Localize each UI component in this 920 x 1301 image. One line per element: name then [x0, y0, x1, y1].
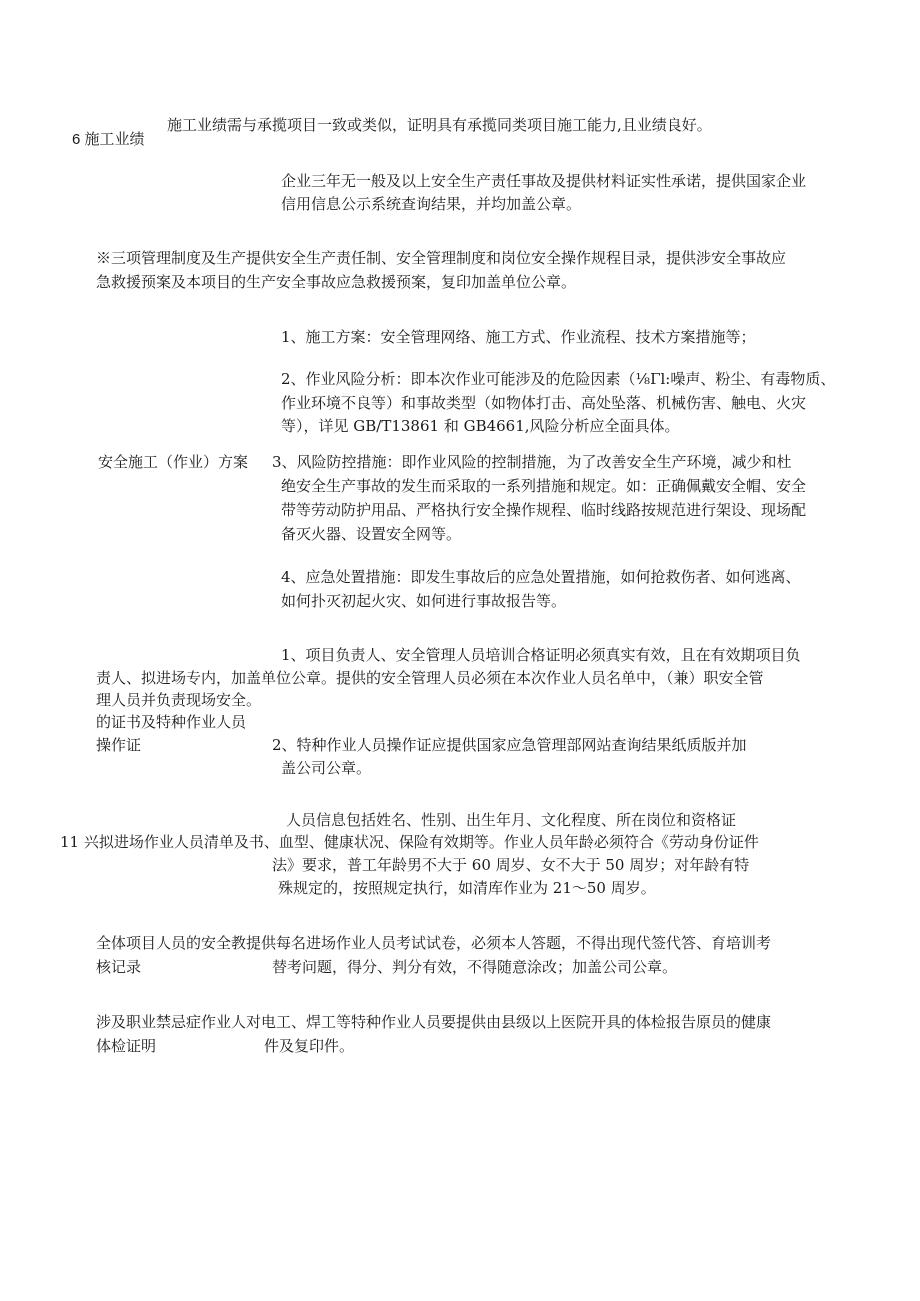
plan-item-3-line-4: 备灭火器、设置安全网等。	[281, 525, 462, 543]
training-label: 核记录	[96, 958, 142, 976]
cert-item-1-line-3: 理人员并负责现场安全。	[96, 691, 262, 709]
cert-item-2-line-1: 2、特种作业人员操作证应提供国家应急管理部网站查询结果纸质版并加	[272, 736, 747, 754]
plan-item-4-line-2: 如何扑灭初起火灾、如何进行事故报告等。	[281, 592, 567, 610]
personnel-line-4: 殊规定的，按照规定执行，如清库作业为 21～50 周岁。	[278, 879, 656, 897]
plan-section-label: 安全施工（作业）方案	[98, 453, 249, 471]
cert-label-line-2: 操作证	[96, 736, 142, 754]
training-line-2: 替考问题，得分、判分有效，不得随意涂改；加盖公司公章。	[272, 958, 678, 976]
performance-requirement: 施工业绩需与承揽项目一致或类似，证明具有承揽同类项目施工能力,且业绩良好。	[167, 116, 712, 134]
plan-item-4-line-1: 4、应急处置措施：即发生事故后的应急处置措施，如何抢救伤者、如何逃离、	[281, 568, 801, 586]
safety-record-line-2: 信用信息公示系统查询结果，并均加盖公章。	[281, 195, 582, 213]
health-line-1: 涉及职业禁忌症作业人对电工、焊工等特种作业人员要提供由县级以上医院开具的体检报告原员的健康	[96, 1013, 772, 1031]
safety-record-line-1: 企业三年无一般及以上安全生产责任事故及提供材料证实性承诺，提供国家企业	[281, 172, 807, 190]
plan-item-2-line-2: 作业环境不良等）和事故类型（如物体打击、高处坠落、机械伤害、触电、火灾	[281, 394, 807, 412]
personnel-line-1: 人员信息包括姓名、性别、出生年月、文化程度、所在岗位和资格证	[286, 811, 737, 829]
plan-item-2-line-1: 2、作业风险分析：即本次作业可能涉及的危险因素（⅛Γl:噪声、粉尘、有毒物质、	[281, 370, 836, 388]
training-line-1: 全体项目人员的安全教提供每名进场作业人员考试试卷，必须本人答题，不得出现代签代答、育培训考	[96, 934, 772, 952]
plan-item-3-line-3: 带等劳动防护用品、严格执行安全操作规程、临时线路按规范进行架设、现场配	[281, 501, 807, 519]
health-line-2: 件及复印件。	[264, 1037, 355, 1055]
cert-label-line-1: 的证书及特种作业人员	[96, 713, 247, 731]
plan-item-2-line-3: 等），详见 GB/T13861 和 GB4661,风险分析应全面具体。	[281, 417, 680, 435]
personnel-line-2: 11 兴拟进场作业人员清单及书、血型、健康状况、保险有效期等。作业人员年龄必须符合《劳动身份证件	[60, 833, 759, 851]
plan-item-3-line-1: 3、风险防控措施：即作业风险的控制措施，为了改善安全生产环境，减少和杜	[272, 453, 792, 471]
cert-item-1-line-1: 1、项目负责人、安全管理人员培训合格证明必须真实有效，且在有效期项目负	[281, 646, 801, 664]
section-6-label: 6 施工业绩	[72, 131, 145, 148]
cert-item-2-line-2: 盖公司公章。	[281, 759, 372, 777]
health-label: 体检证明	[96, 1037, 157, 1055]
plan-item-3-line-2: 绝安全生产事故的发生而采取的一系列措施和规定。如：正确佩戴安全帽、安全	[281, 477, 807, 495]
management-system-line-1: ※三项管理制度及生产提供安全生产责任制、安全管理制度和岗位安全操作规程目录，提供涉安全事故应	[96, 249, 787, 267]
cert-item-1-line-2: 责人、拟进场专内，加盖单位公章。提供的安全管理人员必须在本次作业人员名单中，（兼）职安全管	[96, 669, 764, 687]
management-system-line-2: 急救援预案及本项目的生产安全事故应急救援预案，复印加盖单位公章。	[96, 273, 577, 291]
plan-item-1: 1、施工方案：安全管理网络、施工方式、作业流程、技术方案措施等；	[281, 328, 756, 346]
personnel-line-3: 法》要求，普工年龄男不大于 60 周岁、女不大于 50 周岁；对年龄有特	[272, 856, 750, 874]
